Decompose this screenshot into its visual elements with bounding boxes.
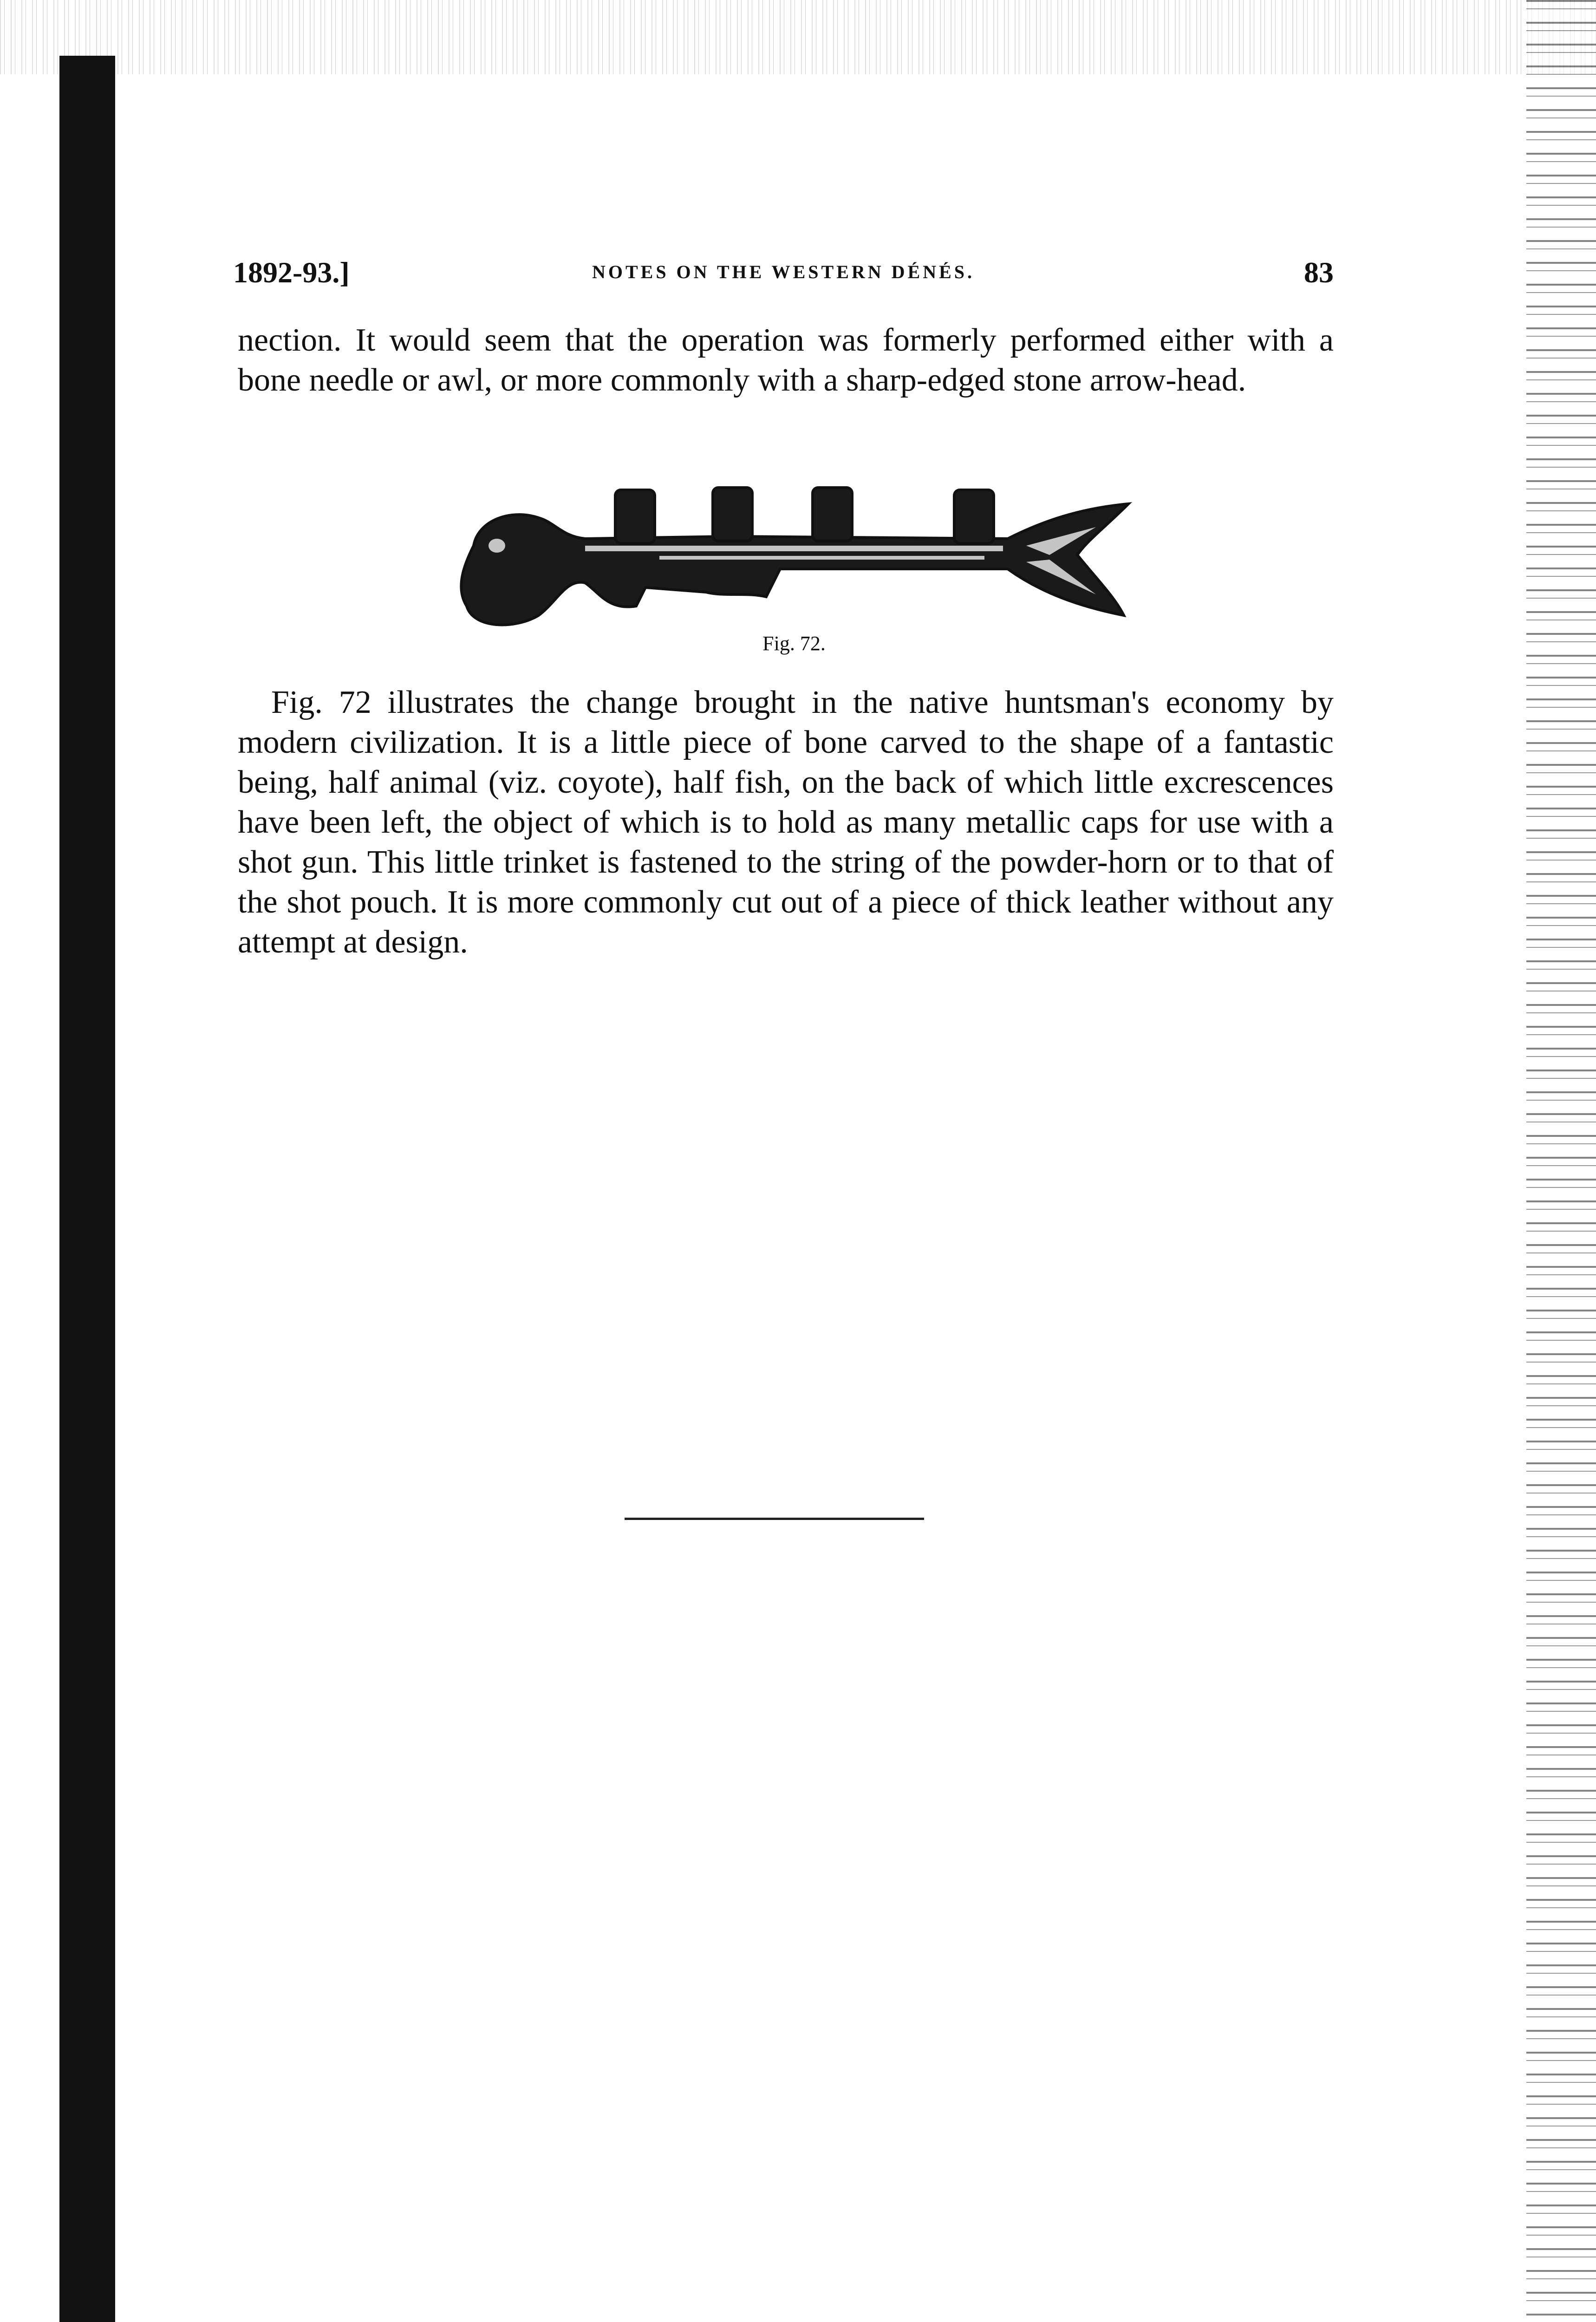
figure-72-bone-cap-holder xyxy=(446,476,1152,634)
running-header xyxy=(233,251,1334,302)
paragraph-1: nection. It would seem that the operation was formerly performed either with a bone needle or awl, or more commonly with a sharp-edged stone arrow-head. xyxy=(238,322,1334,398)
paragraph-2: Fig. 72 illustrates the change brought in the native huntsman's economy by modern civilization. It is a little piece of bone carved to the shape of a fantastic being, half animal (viz. coyote), half fish, on the back of which little excrescences have been left, the object of which is to hold as many metallic caps for use with a shot gun. This little trinket is fastened to the string of the powder-horn or to that of the shot pouch. It is more commonly cut out of a piece of thick leather without any attempt at design. xyxy=(238,685,1334,960)
scan-right-edge xyxy=(1526,0,1596,2322)
header-year: 1892-93.] xyxy=(233,256,350,289)
figure-caption: Fig. 72. xyxy=(762,632,826,655)
page-number: 83 xyxy=(1304,256,1334,289)
section-divider-rule xyxy=(625,1518,924,1520)
header-title: NOTES ON THE WESTERN DÉNÉS. xyxy=(592,261,975,282)
scan-binding-edge xyxy=(59,56,115,2322)
scan-top-noise xyxy=(0,0,1596,74)
